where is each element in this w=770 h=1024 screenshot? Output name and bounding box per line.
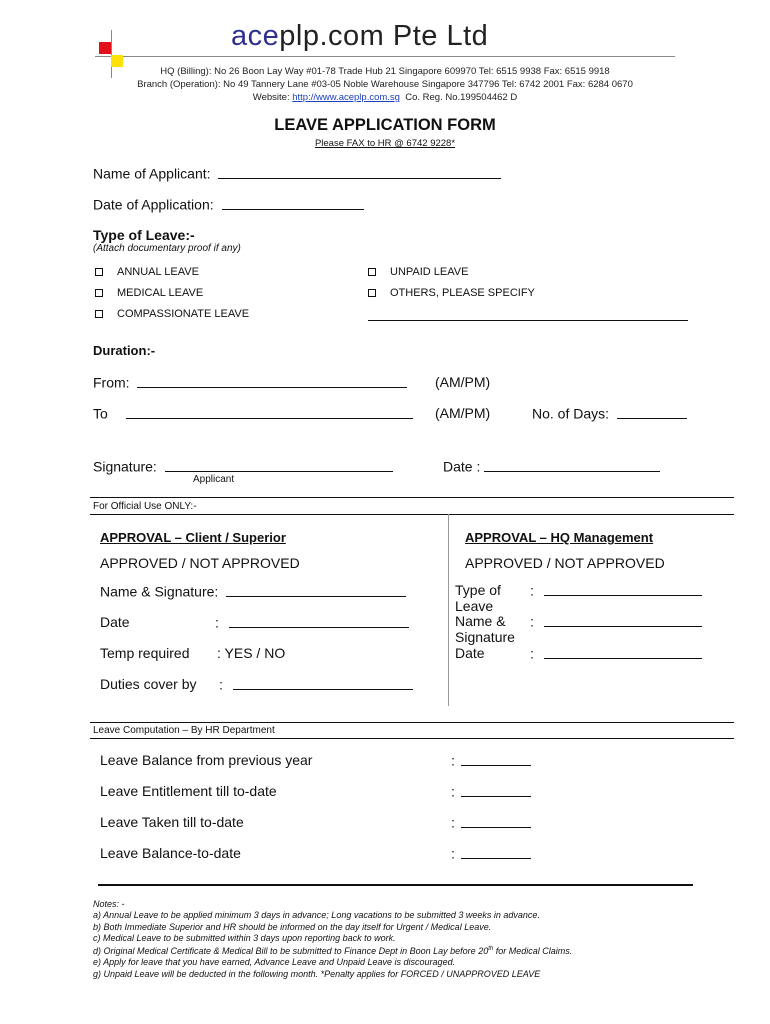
form-title: LEAVE APPLICATION FORM xyxy=(274,116,496,134)
from-ampm: (AM/PM) xyxy=(435,374,491,390)
application-date-field[interactable] xyxy=(222,196,364,210)
applicant-name-row xyxy=(93,165,501,182)
to-label: To xyxy=(93,405,108,422)
colon: : xyxy=(451,845,455,862)
hq-name-sig-field[interactable] xyxy=(544,613,702,627)
colon: : xyxy=(530,613,534,630)
note-d-superscript: th xyxy=(488,946,494,953)
signature-label: Signature: xyxy=(93,458,157,475)
hq-address: HQ (Billing): No 26 Boon Lay Way #01-78 Trade Hub 21 Singapore 609970 Tel: 6515 9938 Fax: 6515 9918 xyxy=(160,66,610,77)
to-row xyxy=(93,405,413,422)
checkbox-annual-leave[interactable] xyxy=(95,266,199,278)
company-name-rest: plp.com Pte Ltd xyxy=(279,20,489,52)
notes-heading: Notes: - xyxy=(93,899,125,909)
approval-client-status[interactable]: APPROVED / NOT APPROVED xyxy=(100,555,300,571)
duties-cover-row xyxy=(219,676,413,693)
colon: : xyxy=(215,614,219,631)
hq-type-label-line1: Type of xyxy=(455,582,501,598)
signature-date-row xyxy=(443,458,660,475)
company-name xyxy=(231,20,488,53)
checkbox-compassionate-leave[interactable] xyxy=(95,308,249,320)
hq-type-field[interactable] xyxy=(544,582,702,596)
leave-taken-row xyxy=(451,814,531,831)
application-date-row xyxy=(93,196,364,213)
hq-type-row xyxy=(530,582,702,599)
hq-type-label xyxy=(455,582,501,614)
leave-taken-field[interactable] xyxy=(461,814,531,828)
official-heading-rule xyxy=(90,514,734,515)
balance-to-date-field[interactable] xyxy=(461,845,531,859)
approval-hq-status[interactable]: APPROVED / NOT APPROVED xyxy=(465,555,665,571)
entitlement-row xyxy=(451,783,531,800)
hq-name-sig-label xyxy=(455,613,515,645)
hq-date-row xyxy=(530,645,702,662)
signature-date-field[interactable] xyxy=(484,458,660,472)
balance-to-date-row xyxy=(451,845,531,862)
signature-date-label: Date : xyxy=(443,458,481,475)
notes-section xyxy=(93,899,693,980)
approval-client-title: APPROVAL – Client / Superior xyxy=(100,530,286,545)
official-heading: For Official Use ONLY:- xyxy=(93,501,197,512)
website-line xyxy=(0,92,770,103)
branch-address: Branch (Operation): No 49 Tannery Lane #03-05 Noble Warehouse Singapore 347796 Tel: 6742 2001 Fax: 6284 0670 xyxy=(137,79,633,90)
colon: : xyxy=(451,783,455,800)
hq-name-label-line2: Signature xyxy=(455,629,515,645)
computation-bottom-rule xyxy=(98,884,693,886)
days-label: No. of Days: xyxy=(532,405,610,422)
others-specify-field[interactable] xyxy=(368,320,688,321)
note-e: e) Apply for leave that you have earned, Advance Leave and Unpaid Leave is discouraged. xyxy=(93,957,456,968)
checkbox-icon xyxy=(95,310,103,318)
option-label: OTHERS, PLEASE SPECIFY xyxy=(390,287,535,299)
entitlement-label: Leave Entitlement till to-date xyxy=(100,783,277,799)
checkbox-icon xyxy=(368,289,376,297)
note-a: a) Annual Leave to be applied minimum 3 days in advance; Long vacations to be submitted 3 weeks in advance. xyxy=(93,910,540,921)
approval-hq-title: APPROVAL – HQ Management xyxy=(465,530,654,545)
balance-previous-field[interactable] xyxy=(461,752,531,766)
note-b: b) Both Immediate Superior and HR should be informed on the day itself for Urgent / Medical Leave. xyxy=(93,921,492,932)
client-date-field[interactable] xyxy=(229,614,409,628)
days-field[interactable] xyxy=(617,405,687,419)
signature-caption: Applicant xyxy=(193,474,235,485)
company-reg-no: Co. Reg. No.199504462 D xyxy=(405,92,518,103)
from-row xyxy=(93,374,407,391)
applicant-name-field[interactable] xyxy=(218,165,501,179)
colon: : xyxy=(219,676,223,693)
hq-name-sig-row xyxy=(530,613,702,630)
colon: : xyxy=(451,752,455,769)
client-name-sig-field[interactable] xyxy=(226,583,406,597)
website-link[interactable]: http://www.aceplp.com.sg xyxy=(292,92,400,103)
signature-field[interactable] xyxy=(165,458,393,472)
computation-heading: Leave Computation – By HR Department xyxy=(93,725,275,736)
colon: : xyxy=(530,645,534,662)
option-label: ANNUAL LEAVE xyxy=(117,266,199,278)
client-name-sig-label: Name & Signature: xyxy=(100,583,219,600)
signature-row xyxy=(93,458,393,475)
option-label: UNPAID LEAVE xyxy=(390,266,469,278)
checkbox-medical-leave[interactable] xyxy=(95,287,203,299)
colon: : xyxy=(530,582,534,599)
duration-heading: Duration:- xyxy=(93,343,156,358)
hq-date-label: Date xyxy=(455,645,485,661)
colon: : xyxy=(451,814,455,831)
note-d xyxy=(93,944,693,957)
temp-required-label: Temp required xyxy=(100,645,190,661)
entitlement-field[interactable] xyxy=(461,783,531,797)
logo-horizontal-line xyxy=(95,56,675,57)
note-c: c) Medical Leave to be submitted within 3 days upon reporting back to work. xyxy=(93,932,396,943)
website-label: Website: xyxy=(252,92,290,103)
to-ampm: (AM/PM) xyxy=(435,405,491,421)
hq-type-label-line2: Leave xyxy=(455,598,494,614)
applicant-name-label: Name of Applicant: xyxy=(93,165,211,182)
client-name-sig-row xyxy=(100,583,406,600)
checkbox-others[interactable] xyxy=(368,287,535,299)
application-date-label: Date of Application: xyxy=(93,196,214,213)
note-d-text: d) Original Medical Certificate & Medical Bill to be submitted to Finance Dept in Boon Lay before 20 xyxy=(93,946,489,957)
checkbox-unpaid-leave[interactable] xyxy=(368,266,468,278)
logo-red-square xyxy=(99,42,111,54)
note-d-text-end: for Medical Claims. xyxy=(493,946,573,957)
leave-taken-label: Leave Taken till to-date xyxy=(100,814,244,830)
balance-to-date-label: Leave Balance-to-date xyxy=(100,845,241,861)
option-label: COMPASSIONATE LEAVE xyxy=(117,308,250,320)
leave-type-heading: Type of Leave:- xyxy=(93,227,195,243)
computation-heading-rule xyxy=(90,738,734,739)
checkbox-icon xyxy=(368,268,376,276)
hq-date-field[interactable] xyxy=(544,645,702,659)
from-field[interactable] xyxy=(137,374,407,388)
from-label: From: xyxy=(93,374,130,391)
official-divider xyxy=(448,514,449,706)
client-date-row xyxy=(215,614,409,631)
option-label: MEDICAL LEAVE xyxy=(117,287,204,299)
duties-cover-label: Duties cover by xyxy=(100,676,197,692)
checkbox-icon xyxy=(95,289,103,297)
balance-previous-label: Leave Balance from previous year xyxy=(100,752,313,768)
temp-required-value[interactable]: : YES / NO xyxy=(217,645,286,661)
checkbox-icon xyxy=(95,268,103,276)
client-date-label: Date xyxy=(100,614,130,630)
leave-type-hint: (Attach documentary proof if any) xyxy=(93,243,241,254)
company-brand: ace xyxy=(231,20,280,52)
note-g: g) Unpaid Leave will be deducted in the following month. *Penalty applies for FORCED / UNAPPROVED LEAVE xyxy=(93,968,541,979)
form-subtitle: Please FAX to HR @ 6742 9228* xyxy=(314,138,456,149)
balance-previous-row xyxy=(451,752,531,769)
hq-name-label-line1: Name & xyxy=(455,613,506,629)
days-row xyxy=(532,405,687,422)
to-field[interactable] xyxy=(126,405,413,419)
official-top-rule xyxy=(90,497,734,498)
computation-top-rule xyxy=(90,722,734,723)
duties-cover-field[interactable] xyxy=(233,676,413,690)
